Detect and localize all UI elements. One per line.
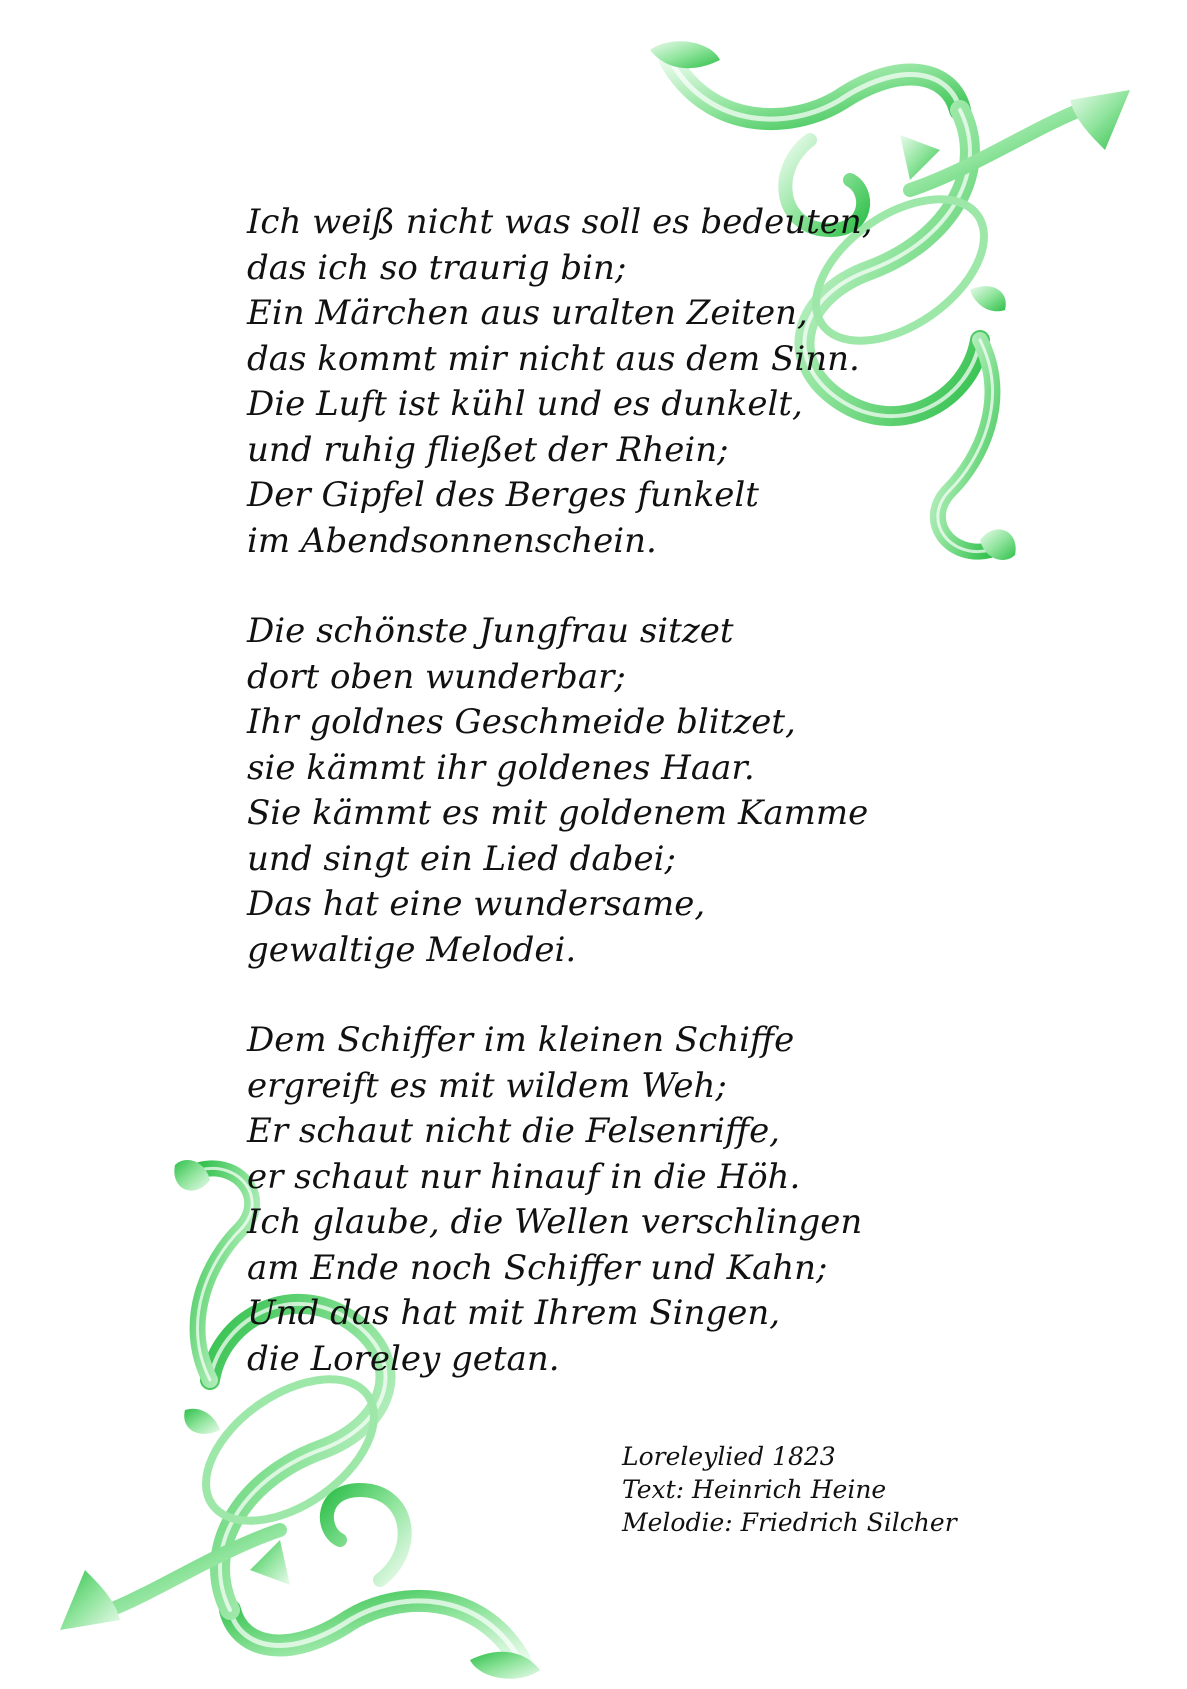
poem-line: gewaltige Melodei. — [247, 929, 577, 970]
poem-line: Er schaut nicht die Felsenriffe, — [247, 1111, 780, 1151]
poem-line: Ich glaube, die Wellen verschlingen — [247, 1202, 863, 1242]
poem-line: Ein Märchen aus uralten Zeiten, — [247, 293, 808, 333]
stanza-3 — [247, 1018, 1007, 1382]
poem-line: dort oben wunderbar; — [247, 656, 626, 697]
poem-line: Die Luft ist kühl und es dunkelt, — [247, 384, 803, 424]
credits-text-author: Text: Heinrich Heine — [622, 1475, 887, 1504]
poem-line: Dem Schiffer im kleinen Schiffe — [247, 1020, 795, 1060]
poem-line: ergreift es mit wildem Weh; — [247, 1065, 727, 1106]
poem-line: Das hat eine wundersame, — [247, 884, 706, 924]
poem-line: Ich weiß nicht was soll es bedeuten, — [247, 202, 873, 242]
poem — [247, 200, 1007, 1427]
poem-line: die Loreley getan. — [247, 1338, 560, 1379]
poem-line: sie kämmt ihr goldenes Haar. — [247, 747, 755, 788]
poem-line: im Abendsonnenschein. — [247, 520, 657, 561]
poem-line: das ich so traurig bin; — [247, 247, 627, 288]
poem-line: am Ende noch Schiffer und Kahn; — [247, 1247, 828, 1288]
poem-line: Die schönste Jungfrau sitzet — [247, 611, 734, 651]
poem-line: Der Gipfel des Berges funkelt — [247, 475, 759, 515]
credits-title: Loreleylied 1823 — [622, 1442, 836, 1471]
poem-line: Ihr goldnes Geschmeide blitzet, — [247, 702, 796, 742]
poem-line: und ruhig fließet der Rhein; — [247, 429, 729, 470]
credits — [622, 1440, 957, 1539]
credits-melody-author: Melodie: Friedrich Silcher — [622, 1508, 957, 1537]
poem-line: und singt ein Lied dabei; — [247, 838, 676, 879]
poem-line: Sie kämmt es mit goldenem Kamme — [247, 793, 869, 833]
stanza-1 — [247, 200, 1007, 564]
poem-line: das kommt mir nicht aus dem Sinn. — [247, 338, 860, 379]
poem-line: er schaut nur hinauf in die Höh. — [247, 1156, 801, 1197]
poem-line: Und das hat mit Ihrem Singen, — [247, 1293, 781, 1333]
stanza-2 — [247, 609, 1007, 973]
